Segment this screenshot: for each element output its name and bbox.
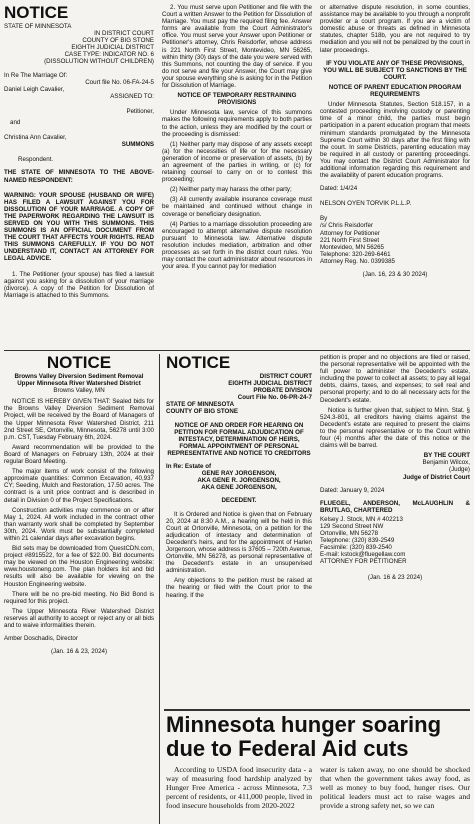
- by-the-court: BY THE COURT: [423, 452, 470, 460]
- court-line: DISTRICT COURT: [259, 373, 312, 380]
- contact-line: 129 Second Street NW: [320, 522, 384, 530]
- paragraph-2: 2. You must serve upon Petitioner and file with the Court a written Answer to the Petition for Dissolution of Marriage. You must pay the required filing fee. Answer forms are available from the Court Administrator's office. You must serve your Answer upon Petitioner or Petitioner's attorney, Chris Reisdorfer, whose address is 221 North First Street, Montevideo, MN 56265, within thirty (30) days of the date you were served with this Summons, not counting the day of service. If you do not serve and file your Answer, the Court may give your spouse everything she is asking for in the Petition for Dissolution of Marriage.: [162, 4, 312, 90]
- provision-4: (4) Parties to a marriage dissolution proceeding are encouraged to attempt alternative dispute resolution pursuant to Minnesota law. Alternative dispute resolution includes mediation, arbitration and other processes as set forth in the district court rules. You may contact the court administrator about resources in your area. If you cannot pay for mediation: [162, 220, 312, 271]
- hearing-order: It is Ordered and Notice is given that on February 20, 2024 at 8:30 A.M., a hearing will be held in this Court at Ortonville, Minnesota, on a petition for the adjudication of intestacy and determination of Decedent's heirs, and for the appointment of Harlen Jorgenson, whose address is 37605 – 720th Avenue, Ortonville, MN 56278, as personal representative of the Decedent's estate in an unsupervised administration.: [166, 510, 312, 575]
- column-divider: [159, 354, 160, 824]
- petitioner-name: Daniel Leigh Cavalier,: [4, 85, 65, 93]
- law-firm: FLUEGEL, ANDERSON, McLAUGHLIN & BRUTLAG, CHARTERED: [320, 499, 470, 514]
- assigned-to: ASSIGNED TO:: [110, 92, 154, 100]
- law-firm: NELSON OYEN TORVIK P.L.L.P.: [320, 200, 412, 208]
- decedent-name: AKA GENE JORGENSON,: [201, 484, 277, 492]
- location: Browns Valley, MN: [53, 387, 105, 395]
- article-divider: [164, 709, 470, 711]
- parent-education-title: NOTICE OF PARENT EDUCATION PROGRAM REQUIREMENTS: [328, 83, 462, 99]
- court-line: EIGHTH JUDICIAL DISTRICT: [71, 44, 154, 52]
- judge-name: Benjamin Wilcox,: [422, 459, 470, 467]
- mediation-continued: or alternative dispute resolution, in some counties, assistance may be available to you through a nonprofit provider or a court program. If you are a victim of domestic abuse or threats as defined in Minnesota statutes, chapter 518b, you are not required to try mediation and you will not be penalized by the court in later proceedings.: [320, 4, 470, 54]
- work-items: The major items of work consist of the following approximate quantities: Common Excavation, 40,937 CY; Seeding, Mulch and Restoration, 17.50 acres. The contract is a unit price contract and is described in detail in Division 0 of the Project Specifications.: [4, 468, 154, 504]
- warning-text: WARNING: YOUR SPOUSE (HUSBAND OR WIFE) HAS FILED A LAWSUIT AGAINST YOU FOR DISSOLUTION OF YOUR MARRIAGE. A COPY OF THE PAPERWORK REGARDING THE LAWSUIT IS SERVED ON YOU WITH THIS SUMMONS. THIS SUMMONS IS AN OFFICIAL DOCUMENT FROM THE COURT THAT AFFECTS YOUR RIGHTS. READ THIS SUMMONS CAREFULLY. IF YOU DO NOT UNDERSTAND IT, CONTACT AN ATTORNEY FOR LEGAL ADVICE.: [4, 191, 154, 263]
- decedent-label: DECEDENT.: [221, 497, 257, 505]
- court-line: Court File No. 06-PR-24-7: [237, 394, 312, 402]
- court-line: STATE OF MINNESOTA: [4, 23, 72, 30]
- by-label: By: [320, 215, 328, 223]
- marriage-caption: In Re The Marriage Of:: [4, 71, 68, 79]
- notice-heading: NOTICE: [46, 353, 112, 372]
- respondent-role: Respondent.: [18, 156, 54, 164]
- contact-line: Ortonville, MN 56278: [320, 530, 379, 538]
- signature-line: /s/ Chris Reisdorfer: [320, 222, 373, 230]
- article-body-col2: water is taken away, no one should be shocked that when the government takes away food, as well as money to buy food, hunger rises. Our political leaders must act to raise wages and provide a strong safety net, so we can: [320, 765, 470, 810]
- signature-line: Attorney for Petitioner: [320, 229, 380, 237]
- project-title: Browns Valley Diversion Sediment Removal: [14, 373, 144, 380]
- judge-title: Judge of District Court: [402, 473, 470, 481]
- petitioner-role: Petitioner,: [126, 107, 154, 115]
- provision-1: (1) Neither party may dispose of any assets except (a) for the necessities of life or for the necessary generation of income or preservation of assets, (b) by an agreement of the parties in writing, or (c) for retaining counsel to carry on or to contest this proceeding;: [162, 140, 312, 184]
- summons-title: SUMMONS: [121, 141, 154, 149]
- restraining-provisions-title: NOTICE OF TEMPORARY RESTRAINING PROVISIONS: [177, 92, 297, 107]
- sanctions-warning: IF YOU VIOLATE ANY OF THESE PROVISIONS, YOU WILL BE SUBJECT TO SANCTIONS BY THE COURT.: [323, 59, 467, 81]
- contact-line: ATTORNEY FOR PETITIONER: [320, 558, 407, 566]
- construction-schedule: Construction activities may commence on or after May 1, 2024. All work included in the contract other than warranty work shall be completed by September 30th, 2024. Work must be substantially completed within 21 calendar days after excavation begins.: [4, 506, 154, 542]
- contact-line: Facsimile: (320) 839-2540: [320, 544, 392, 552]
- district-name: Upper Minnesota River Watershed District: [17, 380, 141, 388]
- creditor-notice: Notice is further given that, subject to Minn. Stat. § 524.3-801, all creditors having claims against the Decedent's estate are required to present the claims to the personal representative or to the Court within four (4) months after the date of this notice or the claims will be barred.: [320, 406, 470, 450]
- publication-dates: (Jan. 16 & 23, 2024): [50, 648, 108, 656]
- objections: Any objections to the petition must be raised at the hearing or filed with the Court prior to the hearing. If the: [166, 577, 312, 599]
- court-line: STATE OF MINNESOTA: [166, 401, 235, 409]
- contact-line: E-mail: kstock@fluegellaw.com: [320, 551, 406, 559]
- article-body-col1: According to USDA food insecurity data - a way of measuring food hardship analyzed by Hunger Free America - across Minnesota, 7.3 percent of residents, or 411,000 people, lived in food insecure households from 2020-2022: [166, 765, 312, 810]
- award-recommendation: Award recommendation will be provided to the Board of Managers on February 13th, 2024 at their regular Board Meeting.: [4, 443, 154, 466]
- probate-notice: [166, 354, 312, 602]
- notice-heading: NOTICE: [4, 3, 69, 22]
- reservation-of-rights: The Upper Minnesota River Watershed District reserves all authority to accept or reject any or all bids and to waive informalities therein.: [4, 607, 154, 629]
- court-line: (DISSOLUTION WITHOUT CHILDREN): [44, 58, 154, 66]
- judge-label: (Judge): [449, 466, 470, 474]
- signature-line: 221 North First Street: [320, 236, 380, 244]
- court-file-number: Court file No. 06-FA-24-5: [85, 78, 154, 86]
- respondent-name: Christina Ann Cavalier,: [4, 134, 67, 142]
- section-divider: [4, 350, 470, 351]
- decedent-name: AKA GENE R. JORGENSON,: [197, 477, 281, 485]
- contact-line: Telephone: (320) 839-2549: [320, 537, 395, 545]
- paragraph-1: 1. The Petitioner (your spouse) has filed a lawsuit against you asking for a dissolution of your marriage (divorce). A copy of the Petition for Dissolution of Marriage is attached to this Summons.: [4, 270, 154, 299]
- court-line: COUNTY OF BIG STONE: [166, 408, 238, 416]
- petition-continued: petition is proper and no objections are filed or raised, the personal representative will be appointed with the full power to administer the Decedent's estate, including the power to collect all assets; to pay all legal debts, claims, taxes, and expenses; to sell real and personal property; and to do all necessary acts for the Decedent's estate.: [320, 354, 470, 404]
- publication-dates: (Jan. 16, 23 & 30 2024): [362, 271, 428, 278]
- restraining-intro: Under Minnesota law, service of this summons makes the following requirements apply to both parties to the action, unless they are modified by the court or the proceeding is dismissed:: [162, 109, 312, 138]
- article-headline: Minnesota hunger soaring due to Federal Aid cuts: [166, 712, 442, 761]
- signature-line: Telephone: 320-269-6461: [320, 250, 391, 258]
- notice-heading: NOTICE: [166, 353, 231, 372]
- provision-2: (2) Neither party may harass the other party;: [170, 186, 292, 194]
- summons-continued-column: [162, 4, 312, 273]
- decedent-name: GENE RAY JORGENSON,: [201, 470, 277, 478]
- parent-education-text: Under Minnesota Statutes, Section 518.157, in a contested proceeding involving custody or parenting time of a minor child, the parties must begin participation in a parent education program that meets minimum standards promulgated by the Minnesota Supreme Court within 30 days after the first filing with the court. In some Districts, parenting education may be required in all custody or parenting proceedings. You may contact the District Court Administrator for additional information regarding this requirement and the availability of parent education programs.: [320, 101, 470, 180]
- probate-title: NOTICE OF AND ORDER FOR HEARING ON PETITION FOR FORMAL ADJUDICATION OF INTESTACY, DETERMINATION OF HEIRS, FORMAL APPOINTMENT OF PERSONAL REPRESENTATIVE AND NOTICE TO CREDITORS: [167, 421, 311, 457]
- and-text: and: [10, 119, 21, 127]
- contact-line: Kelsey J. Stock, MN # 402213: [320, 515, 403, 523]
- signer: Amber Doschadis, Director: [4, 635, 78, 643]
- sediment-removal-notice: [4, 354, 154, 655]
- pre-bid-meeting: There will be no pre-bid meeting. No Bid Bond is required for this project.: [4, 590, 154, 605]
- parent-education-column: [320, 4, 470, 278]
- provision-3: (3) All currently available insurance coverage must be maintained and continued without change in coverage or beneficiary designation.: [162, 196, 312, 218]
- probate-notice-continued: [320, 354, 470, 581]
- signature-line: Montevideo, MN 56265: [320, 243, 384, 251]
- court-line: IN DISTRICT COURT: [94, 30, 154, 38]
- summons-notice-column: [4, 4, 154, 302]
- estate-of: In Re: Estate of: [166, 463, 212, 471]
- dated: Dated: January 9, 2024: [320, 486, 385, 494]
- publication-dates: (Jan. 16 & 23 2024): [367, 573, 423, 581]
- signature-line: Attorney Reg. No. 0399385: [320, 257, 395, 265]
- court-line: PROBATE DIVISION: [253, 387, 312, 395]
- bid-sets: Bid sets may be downloaded from QuestCDN.com, project #8915522, for a fee of $22.00. Bid documents may be viewed on the Houston Engineering website: www.houstoneng.com. The plan holders list and bid results will also be available for viewing on the Houston Engineering website.: [4, 545, 154, 588]
- court-line: COUNTY OF BIG STONE: [82, 37, 154, 45]
- court-line: EIGHTH JUDICIAL DISTRICT: [228, 380, 312, 388]
- bid-notice: NOTICE IS HEREBY GIVEN THAT: Sealed bids for the Browns Valley Diversion Sediment Removal Project, will be received by the Board of Managers of the Upper Minnesota River Watershed District, 211 2nd Street SE, Ortonville, Minnesota, 56278 until 3:00 p.m. CST, Tuesday February 6th, 2024.: [4, 398, 154, 441]
- dated: Dated: 1/4/24: [320, 185, 358, 193]
- court-line: CASE TYPE: INDICATOR NO. 6: [64, 51, 154, 59]
- to-respondent: THE STATE OF MINNESOTA TO THE ABOVE-NAMED RESPONDENT:: [4, 169, 154, 184]
